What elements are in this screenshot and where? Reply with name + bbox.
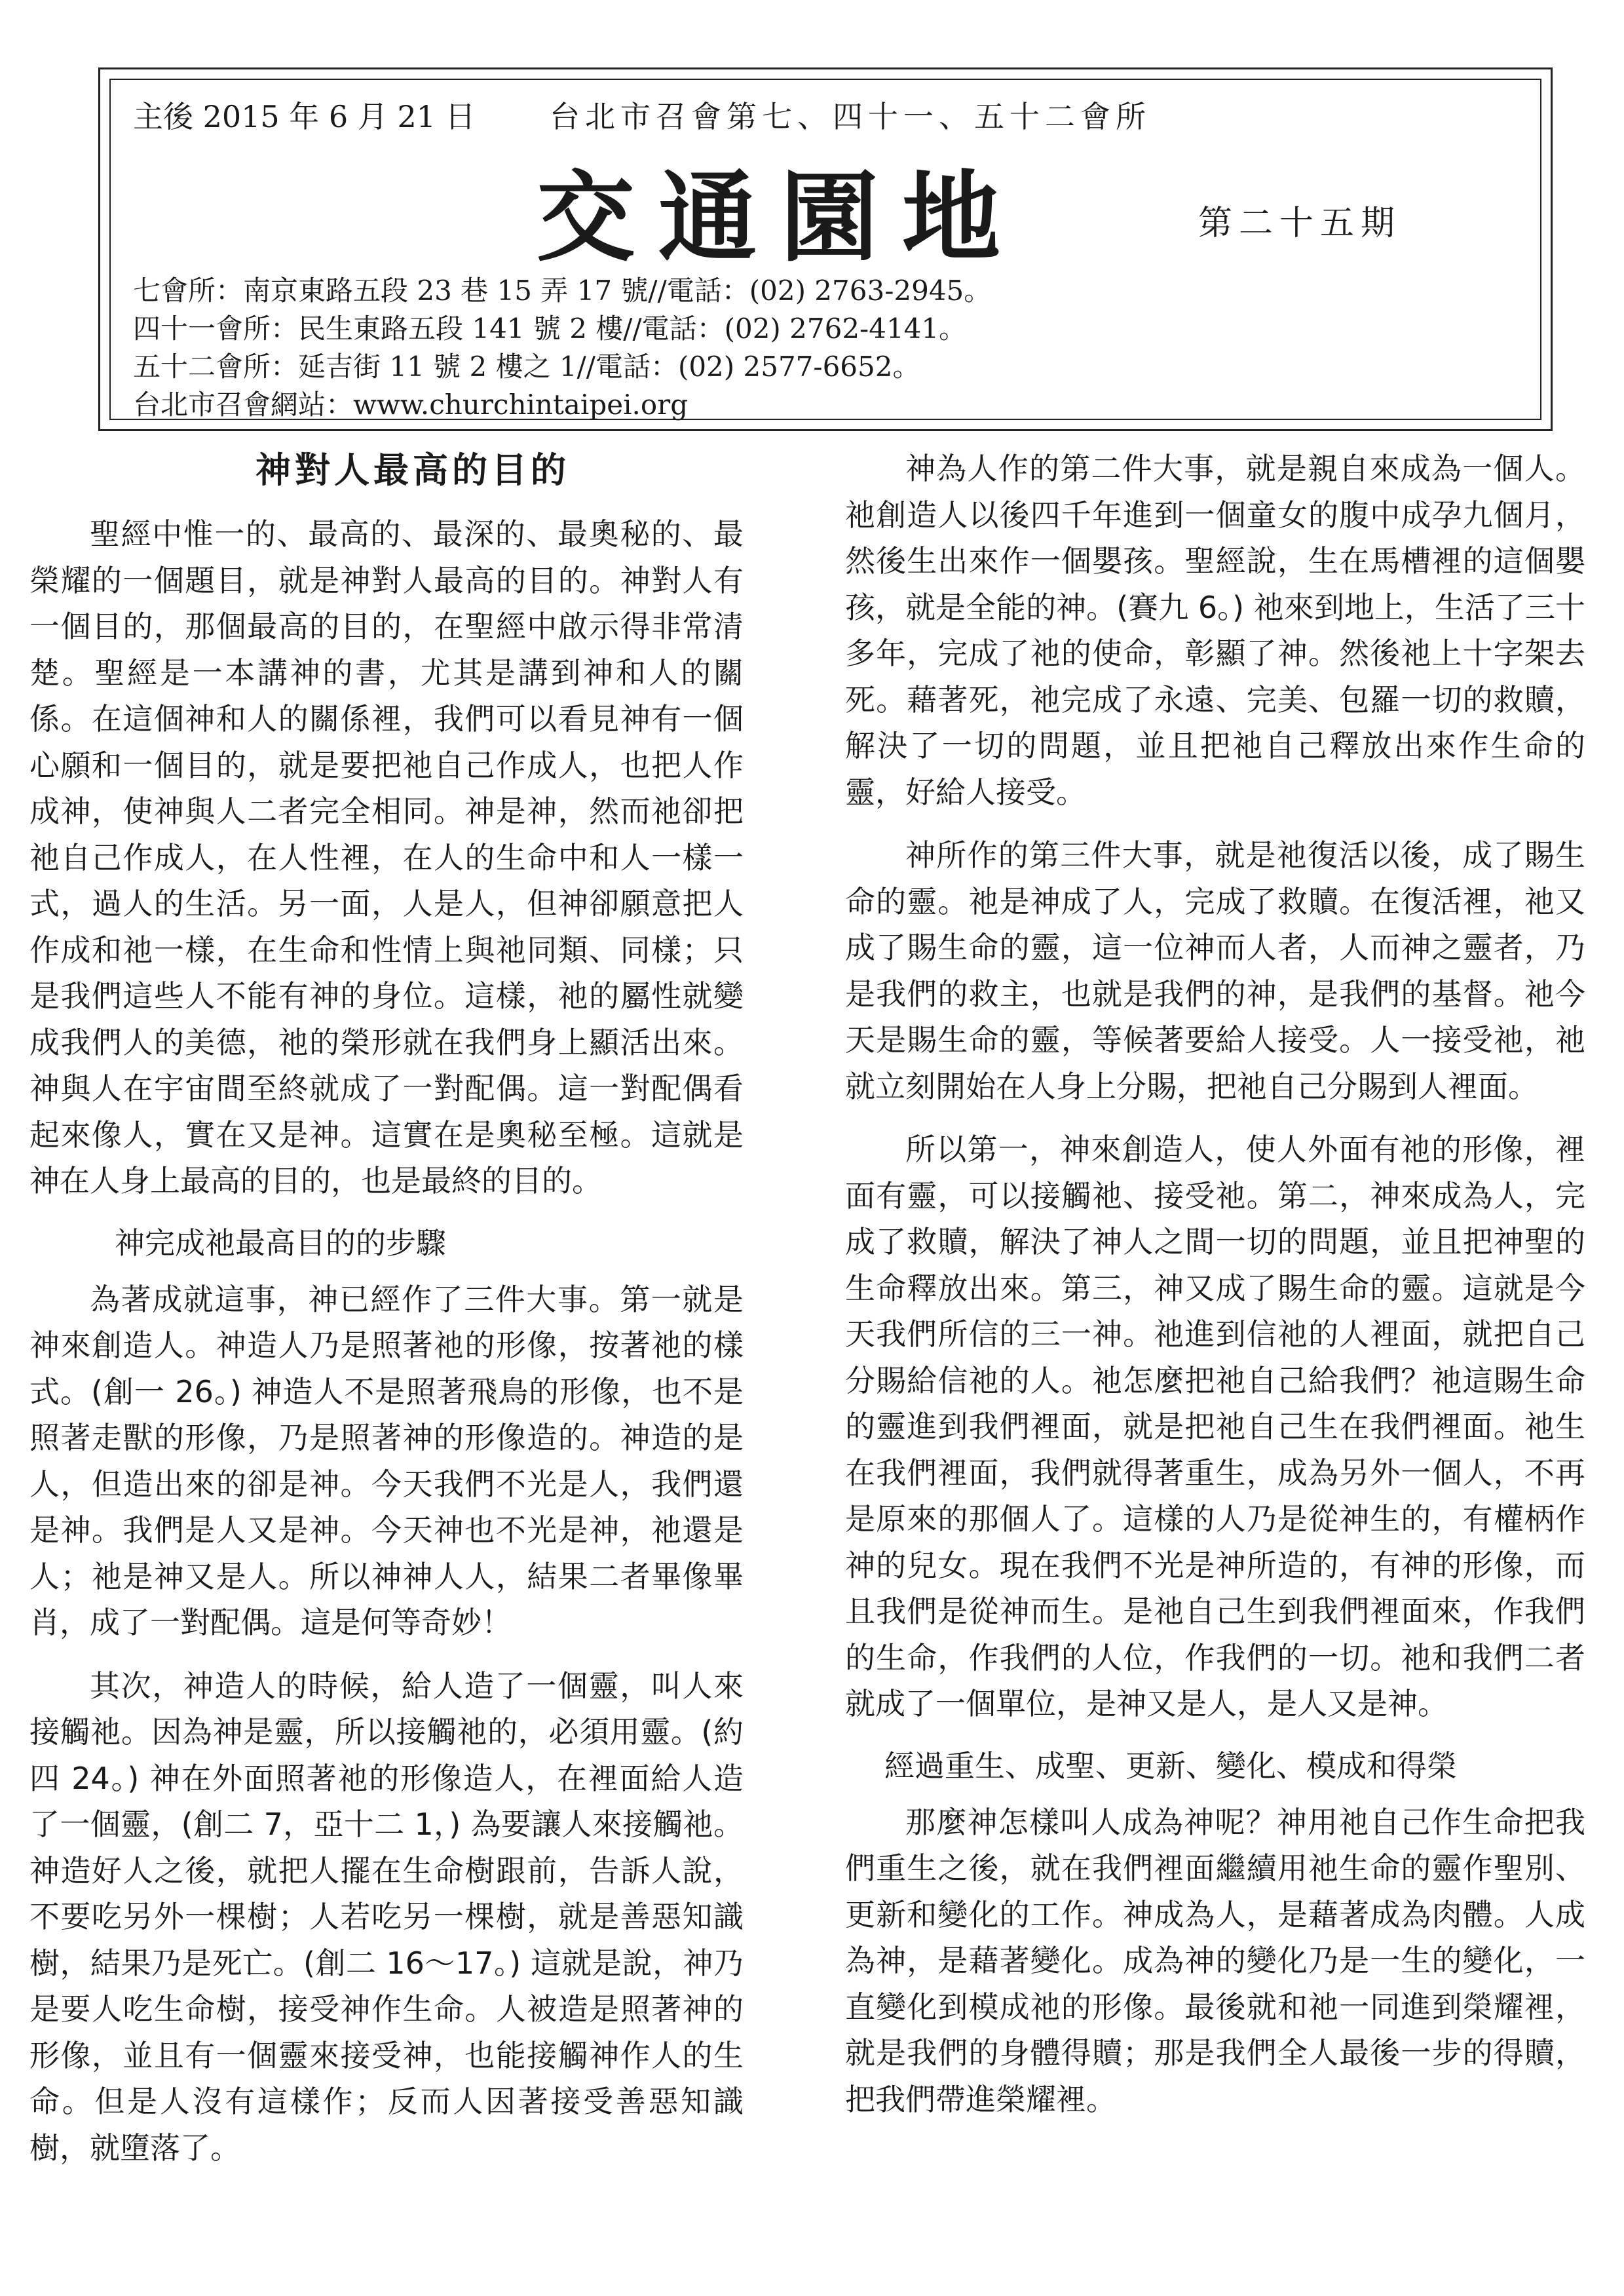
address-hall-41: 四十一會所：民生東路五段 141 號 2 樓//電話：(02) 2762-4141。: [133, 313, 967, 345]
issue-date: 主後 2015 年 6 月 21 日: [133, 99, 476, 134]
website-line: 台北市召會網站：www.churchintaipei.org: [133, 389, 689, 421]
paragraph: 為著成就這事，神已經作了三件大事。第一就是神來創造人。神造人乃是照著祂的形像，按著祂的樣式。(創一 26。) 神造人不是照著飛鳥的形像，也不是照著走獸的形像，乃是照著神的形像造的。神造的是人，但造出來的卻是神。今天我們不光是人，我們還是神。我們是人又是神。今天神也不光是神，祂還是人；祂是神又是人。所以神神人人，結果二者畢像畢肖，成了一對配偶。這是何等奇妙！: [29, 1281, 744, 1640]
masthead-inner-border: [109, 79, 1541, 420]
article-title: 神對人最高的目的: [255, 450, 570, 491]
address-hall-7: 七會所：南京東路五段 23 巷 15 弄 17 號//電話：(02) 2763-2945。: [133, 275, 992, 307]
paragraph: 聖經中惟一的、最高的、最深的、最奧秘的、最榮耀的一個題目，就是神對人最高的目的。神對人有一個目的，那個最高的目的，在聖經中啟示得非常清楚。聖經是一本講神的書，尤其是講到神和人的關係。在這個神和人的關係裡，我們可以看見神有一個心願和一個目的，就是要把祂自己作成人，也把人作成神，使神與人二者完全相同。神是神，然而祂卻把祂自己作成人，在人性裡，在人的生命中和人一樣一式，過人的生活。另一面，人是人，但神卻願意把人作成和祂一樣，在生命和性情上與祂同類、同樣；只是我們這些人不能有神的身位。這樣，祂的屬性就變成我們人的美德，祂的榮形就在我們身上顯活出來。神與人在宇宙間至終就成了一對配偶。這一對配偶看起來像人，實在又是神。這實在是奧秘至極。這就是神在人身上最高的目的，也是最終的目的。: [29, 516, 744, 1198]
paragraph: 神為人作的第二件大事，就是親自來成為一個人。祂創造人以後四千年進到一個童女的腹中成孕九個月，然後生出來作一個嬰孩。聖經說，生在馬槽裡的這個嬰孩，就是全能的神。(賽九 6。) 祂來到地上，生活了三十多年，完成了祂的使命，彰顯了神。然後祂上十字架去死。藉著死，祂完成了永遠、完美、包羅一切的救贖，解決了一切的問題，並且把祂自己釋放出來作生命的靈，好給人接受。: [845, 451, 1585, 810]
paragraph: 所以第一，神來創造人，使人外面有祂的形像，裡面有靈，可以接觸祂、接受祂。第二，神來成為人，完成了救贖，解決了神人之間一切的問題，並且把神聖的生命釋放出來。第三，神又成了賜生命的靈。這就是今天我們所信的三一神。祂進到信祂的人裡面，就把自己分賜給信祂的人。祂怎麼把祂自己給我們？祂這賜生命的靈進到我們裡面，就是把祂自己生在我們裡面。祂生在我們裡面，我們就得著重生，成為另外一個人，不再是原來的那個人了。這樣的人乃是從神生的，有權柄作神的兒女。現在我們不光是神所造的，有神的形像，而且我們是從神而生。是祂自己生到我們裡面來，作我們的生命，作我們的人位，作我們的一切。祂和我們二者就成了一個單位，是神又是人，是人又是神。: [845, 1132, 1585, 1721]
paragraph: 那麼神怎樣叫人成為神呢？神用祂自己作生命把我們重生之後，就在我們裡面繼續用祂生命的靈作聖別、更新和變化的工作。神成為人，是藉著成為肉體。人成為神，是藉著變化。成為神的變化乃是一生的變化，一直變化到模成祂的形像。最後就和祂一同進到榮耀裡，就是我們的身體得贖；那是我們全人最後一步的得贖，把我們帶進榮耀裡。: [845, 1804, 1585, 2117]
issue-number: 第二十五期: [1198, 204, 1402, 243]
section-heading: 經過重生、成聖、更新、變化、模成和得榮: [884, 1748, 1457, 1784]
masthead: [98, 67, 1553, 431]
paragraph: 神所作的第三件大事，就是祂復活以後，成了賜生命的靈。祂是神成了人，完成了救贖。在復活裡，祂又成了賜生命的靈，這一位神而人者，人而神之靈者，乃是我們的救主，也就是我們的神，是我們的基督。祂今天是賜生命的靈，等候著要給人接受。人一接受祂，祂就立刻開始在人身上分賜，把祂自己分賜到人裡面。: [845, 837, 1585, 1104]
section-heading: 神完成祂最高目的的步驟: [115, 1225, 446, 1261]
paragraph: 其次，神造人的時候，給人造了一個靈，叫人來接觸祂。因為神是靈，所以接觸祂的，必須用靈。(約四 24。) 神在外面照著祂的形像造人，在裡面給人造了一個靈，(創二 7，亞十二 1，) 為要讓人來接觸祂。神造好人之後，就把人擺在生命樹跟前，告訴人說，不要吃另外一棵樹；人若吃另一棵樹，就是善惡知識樹，結果乃是死亡。(創二 16～17。) 這就是說，神乃是要人吃生命樹，接受神作生命。人被造是照著神的形像，並且有一個靈來接受神，也能接觸神作人的生命。但是人沒有這樣作；反而人因著接受善惡知識樹，就墮落了。: [29, 1668, 744, 2166]
left-column: [29, 446, 744, 2188]
church-name: 台北市召會第七、四十一、五十二會所: [550, 99, 1151, 134]
right-column: [845, 446, 1585, 2139]
address-hall-52: 五十二會所：延吉街 11 號 2 樓之 1//電話：(02) 2577-6652。: [133, 351, 920, 383]
newsletter-title: 交通園地: [537, 160, 1025, 275]
